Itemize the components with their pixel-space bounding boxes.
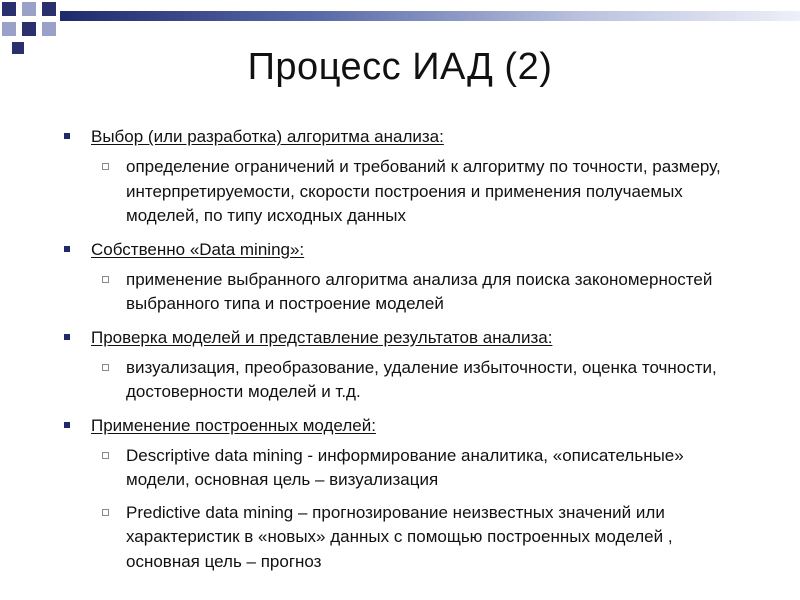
section-item-text: определение ограничений и требований к алгоритму по точности, размеру, интерпретируемости, скорости построения и применения получаемых моделей, по типу исходных данных bbox=[126, 157, 721, 225]
section-heading bbox=[58, 415, 748, 436]
section-heading-text: Собственно «Data mining»: bbox=[91, 239, 305, 259]
decor-square bbox=[42, 2, 56, 16]
decor-square bbox=[22, 2, 36, 16]
section-heading-text: Применение построенных моделей: bbox=[91, 415, 376, 435]
section-item bbox=[58, 268, 748, 317]
decor-square bbox=[42, 22, 56, 36]
decor-square bbox=[2, 2, 16, 16]
hollow-square-bullet-icon bbox=[102, 509, 109, 516]
square-bullet-icon bbox=[64, 422, 70, 428]
hollow-square-bullet-icon bbox=[102, 276, 109, 283]
section-heading-text: Выбор (или разработка) алгоритма анализа: bbox=[91, 127, 444, 146]
square-bullet-icon bbox=[64, 133, 70, 139]
decor-square bbox=[22, 22, 36, 36]
square-bullet-icon bbox=[64, 334, 70, 340]
section-heading-text: Проверка моделей и представление результатов анализа: bbox=[91, 327, 553, 347]
square-bullet-icon bbox=[64, 246, 70, 252]
section-heading bbox=[58, 327, 748, 348]
section-heading bbox=[58, 126, 748, 147]
decor-square bbox=[2, 22, 16, 36]
section-item-text: Predictive data mining – прогнозирование неизвестных значений или характеристик в «новых» данных с помощью построенных моделей , основная цель – прогноз bbox=[126, 502, 673, 571]
section-item-text: Descriptive data mining - информирование аналитика, «описательные» модели, основная цель – визуализация bbox=[126, 445, 684, 489]
header-band bbox=[60, 11, 800, 21]
section-heading bbox=[58, 239, 748, 260]
hollow-square-bullet-icon bbox=[102, 452, 109, 459]
section-item-text: применение выбранного алгоритма анализа для поиска закономерностей выбранного типа и построение моделей bbox=[126, 269, 713, 313]
section-item bbox=[58, 501, 748, 575]
section-item bbox=[58, 356, 748, 405]
slide-content bbox=[58, 126, 748, 574]
hollow-square-bullet-icon bbox=[102, 163, 109, 170]
section-item-text: визуализация, преобразование, удаление избыточности, оценка точности, достоверности моделей и т.д. bbox=[126, 357, 717, 401]
section-item bbox=[58, 444, 748, 493]
slide-title: Процесс ИАД (2) bbox=[247, 46, 553, 88]
hollow-square-bullet-icon bbox=[102, 364, 109, 371]
section-item bbox=[58, 155, 748, 229]
